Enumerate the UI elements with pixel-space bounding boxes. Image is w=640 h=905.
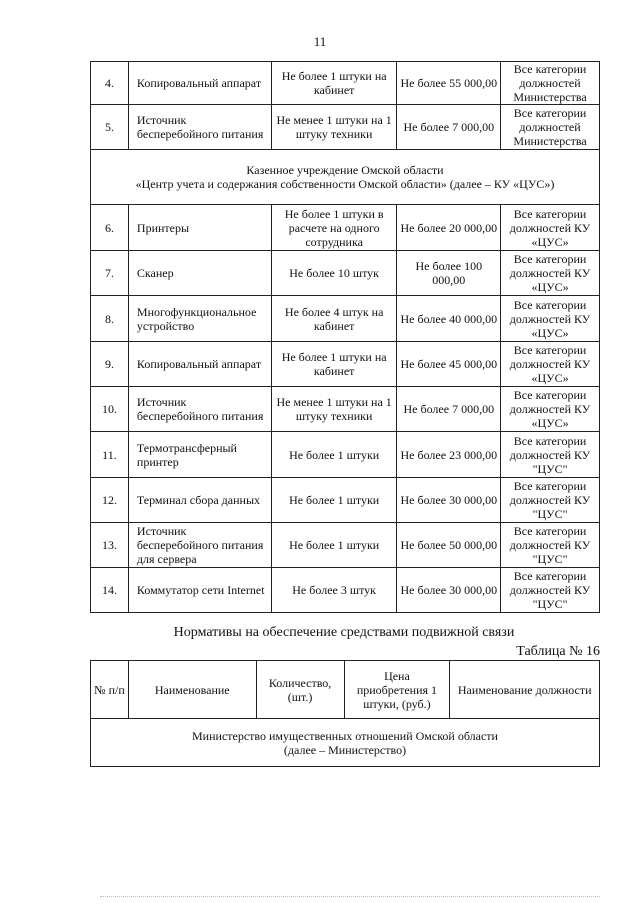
item-name: Терминал сбора данных	[128, 478, 271, 523]
table-row	[91, 62, 600, 105]
item-quantity: Не менее 1 штуки на 1 штуку техники	[271, 387, 397, 432]
table-row	[91, 568, 600, 613]
section-row	[91, 719, 600, 767]
item-quantity: Не более 1 штуки на кабинет	[271, 62, 397, 105]
row-number: 9.	[91, 342, 129, 387]
header-number: № п/п	[91, 661, 129, 719]
item-positions: Все категории должностей КУ «ЦУС»	[501, 342, 600, 387]
equipment-table	[90, 61, 600, 613]
section-title-ku-tsus	[91, 150, 600, 205]
item-price: Не более 7 000,00	[397, 105, 501, 150]
item-name: Копировальный аппарат	[128, 342, 271, 387]
table-row	[91, 478, 600, 523]
table-row	[91, 296, 600, 342]
section-line-1: Казенное учреждение Омской области	[246, 163, 444, 177]
row-number: 10.	[91, 387, 129, 432]
item-quantity: Не более 4 штук на кабинет	[271, 296, 397, 342]
item-name: Термотрансферный принтер	[128, 432, 271, 478]
section-line-1: Министерство имущественных отношений Омской области	[192, 728, 498, 743]
item-positions: Все категории должностей Министерства	[501, 105, 600, 150]
item-quantity: Не более 3 штук	[271, 568, 397, 613]
table-row	[91, 387, 600, 432]
row-number: 8.	[91, 296, 129, 342]
mobile-communication-table	[90, 660, 600, 767]
item-quantity: Не более 1 штуки	[271, 523, 397, 568]
table-row	[91, 105, 600, 150]
header-quantity: Количество, (шт.)	[256, 661, 344, 719]
table1-section-body	[91, 150, 600, 205]
item-name: Копировальный аппарат	[128, 62, 271, 105]
footer-divider	[100, 896, 600, 897]
item-price: Не более 30 000,00	[397, 568, 501, 613]
item-name: Многофункциональное устройство	[128, 296, 271, 342]
item-price: Не более 23 000,00	[397, 432, 501, 478]
item-name: Коммутатор сети Internet	[128, 568, 271, 613]
row-number: 13.	[91, 523, 129, 568]
item-quantity: Не более 10 штук	[271, 251, 397, 296]
row-number: 11.	[91, 432, 129, 478]
item-name: Источник бесперебойного питания	[128, 105, 271, 150]
table-row	[91, 342, 600, 387]
item-positions: Все категории должностей КУ «ЦУС»	[501, 205, 600, 251]
header-price: Цена приобретения 1 штуки, (руб.)	[344, 661, 450, 719]
header-name: Наименование	[128, 661, 256, 719]
item-quantity: Не менее 1 штуки на 1 штуку техники	[271, 105, 397, 150]
item-quantity: Не более 1 штуки в расчете на одного сотрудника	[271, 205, 397, 251]
item-positions: Все категории должностей КУ «ЦУС»	[501, 251, 600, 296]
header-position: Наименование должности	[450, 661, 600, 719]
row-number: 14.	[91, 568, 129, 613]
item-price: Не более 7 000,00	[397, 387, 501, 432]
row-number: 5.	[91, 105, 129, 150]
table-number: Таблица № 16	[516, 644, 600, 659]
row-number: 4.	[91, 62, 129, 105]
row-number: 7.	[91, 251, 129, 296]
item-price: Не более 20 000,00	[397, 205, 501, 251]
item-positions: Все категории должностей КУ "ЦУС"	[501, 478, 600, 523]
item-quantity: Не более 1 штуки	[271, 432, 397, 478]
item-price: Не более 45 000,00	[397, 342, 501, 387]
item-price: Не более 50 000,00	[397, 523, 501, 568]
item-price: Не более 40 000,00	[397, 296, 501, 342]
section-heading: Нормативы на обеспечение средствами подвижной связи	[173, 625, 515, 640]
item-positions: Все категории должностей Министерства	[501, 62, 600, 105]
item-price: Не более 30 000,00	[397, 478, 501, 523]
item-positions: Все категории должностей КУ "ЦУС"	[501, 523, 600, 568]
item-price: Не более 55 000,00	[397, 62, 501, 105]
item-positions: Все категории должностей КУ "ЦУС"	[501, 432, 600, 478]
table-row	[91, 432, 600, 478]
item-quantity: Не более 1 штуки	[271, 478, 397, 523]
section-line-2: (далее – Министерство)	[283, 742, 407, 757]
table-row	[91, 251, 600, 296]
table1-top-body	[91, 62, 600, 150]
item-positions: Все категории должностей КУ «ЦУС»	[501, 296, 600, 342]
item-positions: Все категории должностей КУ "ЦУС"	[501, 568, 600, 613]
table1-bottom-body	[91, 205, 600, 613]
item-price: Не более 100 000,00	[397, 251, 501, 296]
row-number: 12.	[91, 478, 129, 523]
page-number: 11	[313, 34, 327, 49]
row-number: 6.	[91, 205, 129, 251]
item-quantity: Не более 1 штуки на кабинет	[271, 342, 397, 387]
header-row	[91, 661, 600, 719]
table-row	[91, 205, 600, 251]
table-row	[91, 523, 600, 568]
item-name: Источник бесперебойного питания	[128, 387, 271, 432]
section-line-2: «Центр учета и содержания собственности Омской области» (далее – КУ «ЦУС»)	[135, 177, 555, 191]
item-positions: Все категории должностей КУ «ЦУС»	[501, 387, 600, 432]
section-title-ministry	[91, 719, 600, 767]
item-name: Принтеры	[128, 205, 271, 251]
section-row	[91, 150, 600, 205]
item-name: Сканер	[128, 251, 271, 296]
item-name: Источник бесперебойного питания для сервера	[128, 523, 271, 568]
